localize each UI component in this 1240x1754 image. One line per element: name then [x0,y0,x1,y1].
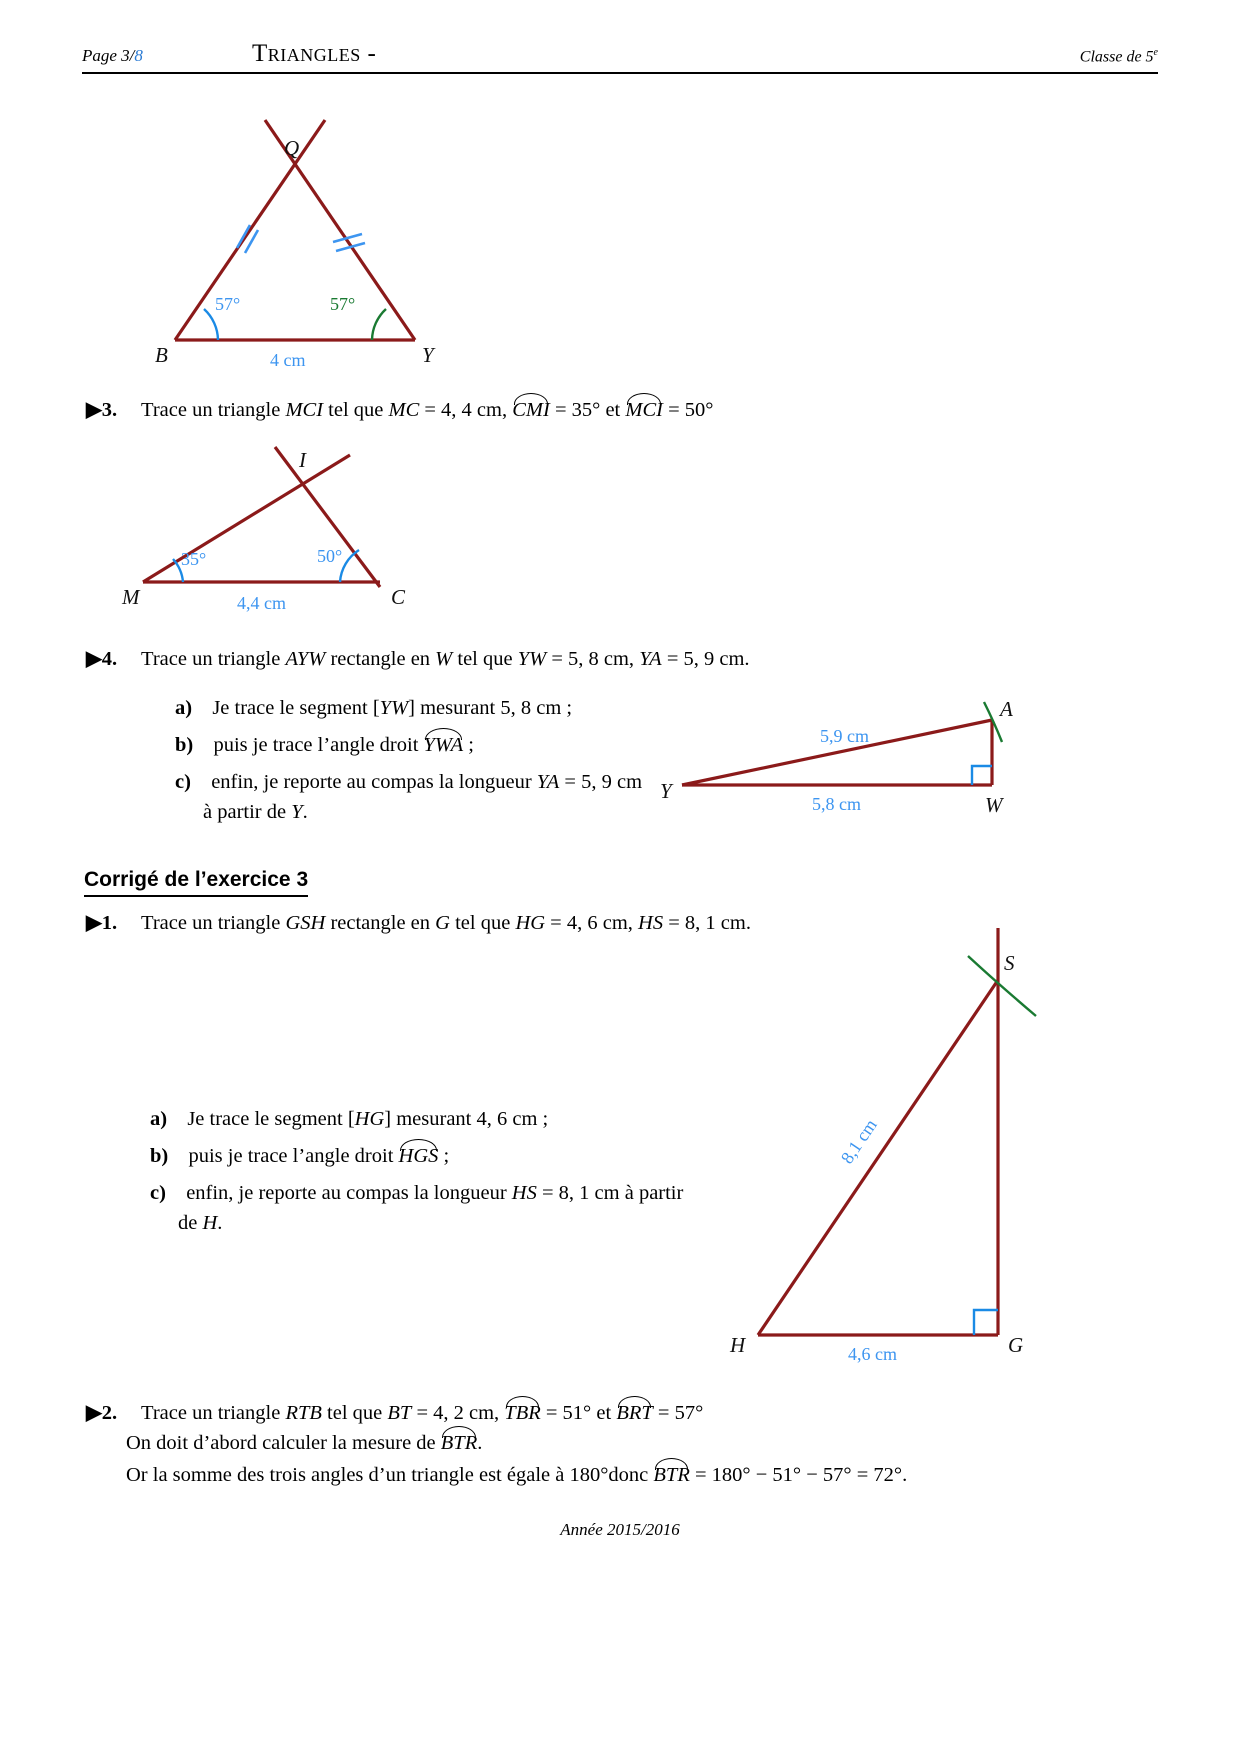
step-label-c-ex3: c) [150,1182,166,1204]
exercise-item-3: ▶3. Trace un triangle MCI tel que MC = 4, 4 cm, CMI = 35° et MCI = 50° [86,399,714,421]
segment-ya-c: YA [536,771,560,793]
base-measure-hg: 4,6 cm [848,1344,897,1364]
exercise-item-4: ▶4. Trace un triangle AYW rectangle en W tel que YW = 5, 8 cm, YA = 5, 9 cm. [86,648,750,670]
tick-marks-left-side [237,225,258,253]
triangle-name-gsh: GSH [285,912,326,934]
vertex-g: G [435,912,450,934]
step-label-a-ex3: a) [150,1108,168,1130]
angle-value-c: 50° [317,546,343,566]
vertex-label-m: M [122,585,140,609]
exercise3-item-2-line3: Or la somme des trois angles d’un triangle est égale à 180°donc BTR = 180° − 51° − 57° = 72°. [126,1464,908,1486]
step-label-b-ex3: b) [150,1145,169,1167]
step-label-a: a) [175,697,193,719]
exercise3-item-1: ▶1. Trace un triangle GSH rectangle en G tel que HG = 4, 6 cm, HS = 8, 1 cm. [86,912,751,934]
item-marker-3: ▶3. [86,399,118,421]
vertex-label-y-ayw: Y [660,779,672,803]
segment-hs: HS [638,912,664,934]
exercise3-item-2: ▶2. Trace un triangle RTB tel que BT = 4, 2 cm, TBR = 51° et BRT = 57° [86,1402,704,1424]
segment-ya: YA [639,648,662,670]
angle-hgs: HGS [398,1145,439,1167]
right-angle-mark-w [972,766,992,785]
angle-brt: BRT [616,1402,653,1424]
segment-mc: MC [388,399,420,421]
segment-yw: YW [517,648,547,670]
step-c-ex3: c) enfin, je reporte au compas la longueur HS = 8, 1 cm à partir [150,1182,684,1204]
page-title: Triangles - [252,40,377,67]
step-c-item4-line2: à partir de Y. [203,801,308,823]
step-label-b: b) [175,734,194,756]
segment-bt: BT [387,1402,412,1424]
step-b-item4: b) puis je trace l’angle droit YWA ; [175,734,474,756]
vertex-label-a: A [1000,697,1013,721]
angle-btr-line3: BTR [653,1464,690,1486]
angle-ywa: YWA [423,734,464,756]
segment-hs-c: HS [511,1182,537,1204]
vertex-label-c: C [391,585,406,609]
header-rule [82,72,1158,74]
vertex-label-s: S [1004,951,1015,975]
point-y: Y [291,801,303,823]
step-c-item4: c) enfin, je reporte au compas la longueur YA = 5, 9 cm [175,771,643,793]
vertex-w: W [435,648,453,670]
right-angle-mark-g [974,1310,998,1335]
construction-line-left [175,120,325,340]
hyp-measure-ya: 5,9 cm [820,726,869,746]
vertex-label-g: G [1008,1333,1024,1357]
step-label-c: c) [175,771,191,793]
vertex-label-y: Y [422,343,434,367]
step-a-ex3: a) Je trace le segment [HG] mesurant 4, 6 cm ; [150,1108,549,1130]
class-label: Classe de 5e [1079,47,1158,66]
figure-triangle-gsh [730,920,1070,1380]
page-header [82,40,1158,74]
vertex-label-h: H [730,1333,746,1357]
item-marker-4: ▶4. [86,648,118,670]
figure-triangle-ayw [660,690,1052,820]
section-title-corrige-3: Corrigé de l’exercice 3 [84,868,308,897]
base-measure-by: 4 cm [270,350,306,370]
angle-cmi: CMI [512,399,550,421]
segment-yw-a: YW [379,697,409,719]
triangle-name-mci: MCI [285,399,324,421]
step-b-ex3: b) puis je trace l’angle droit HGS ; [150,1145,450,1167]
item-marker-2: ▶2. [86,1402,118,1424]
page-number: Page 3/8 [82,46,143,65]
page-footer: Année 2015/2016 [560,1520,680,1539]
figure-triangle-qby [150,110,470,380]
item-marker-1: ▶1. [86,912,118,934]
angle-btr-line2: BTR [440,1432,478,1454]
page-total: 8 [134,46,143,65]
vertex-label-w: W [985,793,1003,817]
angle-value-m: 35° [181,549,207,569]
exercise3-item-2-line2: On doit d’abord calculer la mesure de BTR. [126,1432,483,1454]
angle-mci: MCI [625,399,663,421]
angle-tbr: TBR [504,1402,541,1424]
triangle-name-rtb: RTB [285,1402,322,1424]
step-a-item4: a) Je trace le segment [YW] mesurant 5, 8 cm ; [175,697,573,719]
triangle-name-ayw: AYW [285,648,326,670]
point-h: H [202,1212,218,1234]
segment-hg: HG [515,912,546,934]
figure-triangle-mci [122,437,455,613]
vertex-label-b: B [155,343,168,367]
segment-hs-line [758,980,998,1335]
step-c-ex3-line2: de H. [178,1212,223,1234]
hyp-measure-hs: 8,1 cm [836,1115,881,1168]
base-measure-mc: 4,4 cm [237,593,286,613]
angle-value-y: 57° [330,294,356,314]
angle-arc-y [372,309,386,340]
angle-value-b: 57° [215,294,241,314]
vertex-label-i: I [299,448,306,472]
segment-hg-a: HG [354,1108,385,1130]
base-measure-yw: 5,8 cm [812,794,861,814]
vertex-label-q: Q [284,136,300,160]
